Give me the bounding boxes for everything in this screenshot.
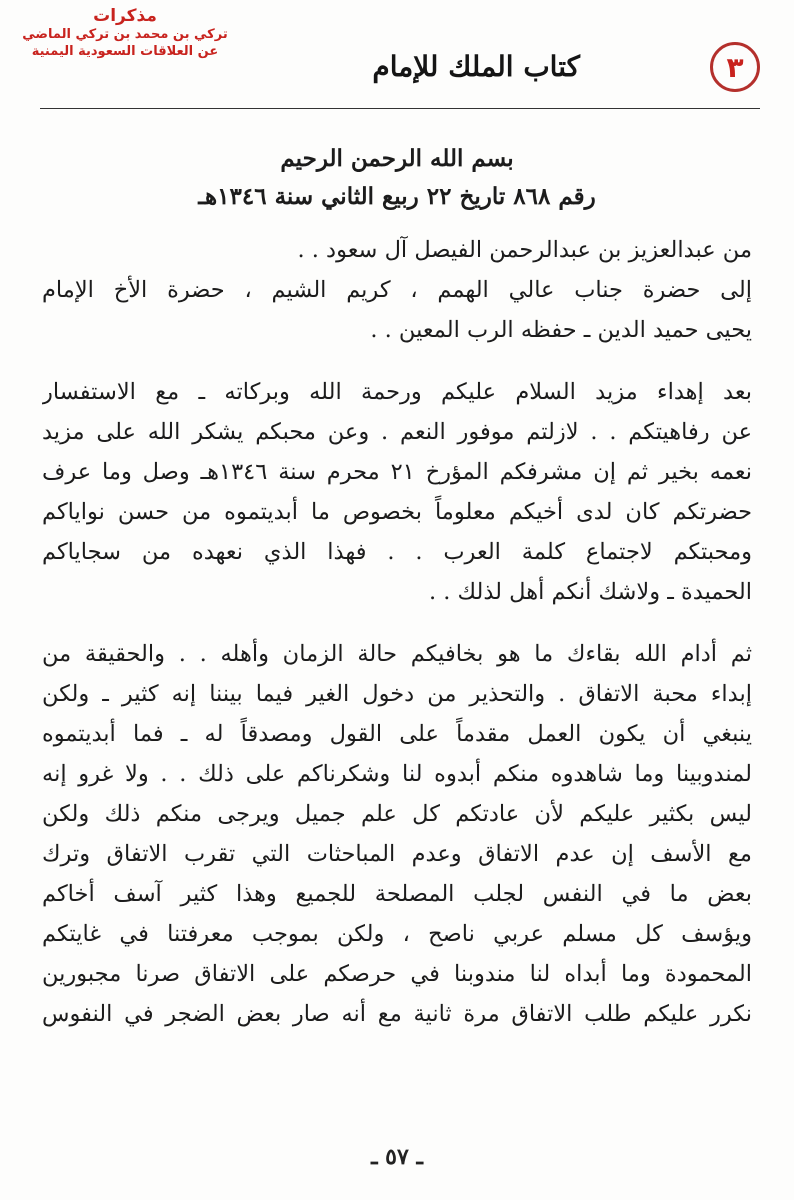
paragraph-line: لمندوبينا وما شاهدوه منكم أبدوه لنا وشكرناكم على ذلك . . ولا غرو إنه xyxy=(42,761,752,787)
basmala: بسم الله الرحمن الرحيم xyxy=(280,145,514,172)
header-divider xyxy=(40,108,760,109)
paragraph-line: حضرتكم كان لدى أخيكم معلوماً بخصوص ما أبديتموه من حسن نواياكم xyxy=(42,499,752,525)
chapter-number-badge: ٣ xyxy=(710,42,760,92)
letter-body xyxy=(42,140,752,1034)
address-line: من عبدالعزيز بن عبدالرحمن الفيصل آل سعود . . xyxy=(297,237,752,263)
paragraph-line: بعد إهداء مزيد السلام عليكم ورحمة الله وبركاته ـ مع الاستفسار xyxy=(42,379,752,405)
address-line: يحيى حميد الدين ـ حفظه الرب المعين . . xyxy=(370,317,752,343)
paragraph-line: ومحبتكم لاجتماع كلمة العرب . . فهذا الذي نعهده من سجاياكم xyxy=(42,539,752,565)
page-title: كتاب الملك للإمام xyxy=(372,50,580,83)
paragraph-line: ينبغي أن يكون العمل مقدماً على القول ومصدقاً له ـ فما أبديتموه xyxy=(42,721,752,747)
annotation-title: مذكرات xyxy=(93,6,157,26)
paragraph-line: ليس بكثير عليكم لأن عادتكم كل علم جميل ويرجى منكم ذلك ولكن xyxy=(42,801,752,827)
letter-reference: رقم ٨٦٨ تاريخ ٢٢ ربيع الثاني سنة ١٣٤٦هـ xyxy=(198,183,596,210)
page-number: ـ ٥٧ ـ xyxy=(371,1144,423,1170)
paragraph-line: بعض ما في النفس لجلب المصلحة للجميع وهذا كثير آسف أخاكم xyxy=(42,881,752,907)
address-line: إلى حضرة جناب عالي الهمم ، كريم الشيم ، حضرة الأخ الإمام xyxy=(42,277,752,303)
annotation-line-1: تركي بن محمد بن تركي الماضي xyxy=(22,27,228,43)
paragraph-line: المحمودة وما أبداه لنا مندوبنا في حرصكم على الاتفاق صرنا مجبورين xyxy=(42,961,752,987)
page-header xyxy=(40,42,760,102)
paragraph-line: إبداء محبة الاتفاق . والتحذير من دخول الغير فيما بيننا إنه كثير ـ ولكن xyxy=(42,681,752,707)
paragraph-line: مع الأسف إن عدم الاتفاق وعدم المباحثات التي تقرب الاتفاق وترك xyxy=(42,841,752,867)
paragraph-line: ثم أدام الله بقاءك ما هو بخافيكم حالة الزمان وأهله . . والحقيقة من xyxy=(42,641,752,667)
paragraph-line: الحميدة ـ ولاشك أنكم أهل لذلك . . xyxy=(428,579,752,605)
paragraph-line: نعمه بخير ثم إن مشرفكم المؤرخ ٢١ محرم سنة ١٣٤٦هـ وصل وما عرف xyxy=(42,459,752,485)
paragraph-line: نكرر عليكم طلب الاتفاق مرة ثانية مع أنه صار بعض الضجر في النفوس xyxy=(42,1001,752,1027)
paragraph-line: عن رفاهيتكم . . لازلتم موفور النعم . وعن محبكم يشكر الله على مزيد xyxy=(42,419,752,445)
annotation-line-2: عن العلاقات السعودية اليمنية xyxy=(31,43,219,59)
paragraph-line: ويؤسف كل مسلم عربي ناصح ، ولكن بموجب معرفتنا في غايتكم xyxy=(42,921,752,947)
